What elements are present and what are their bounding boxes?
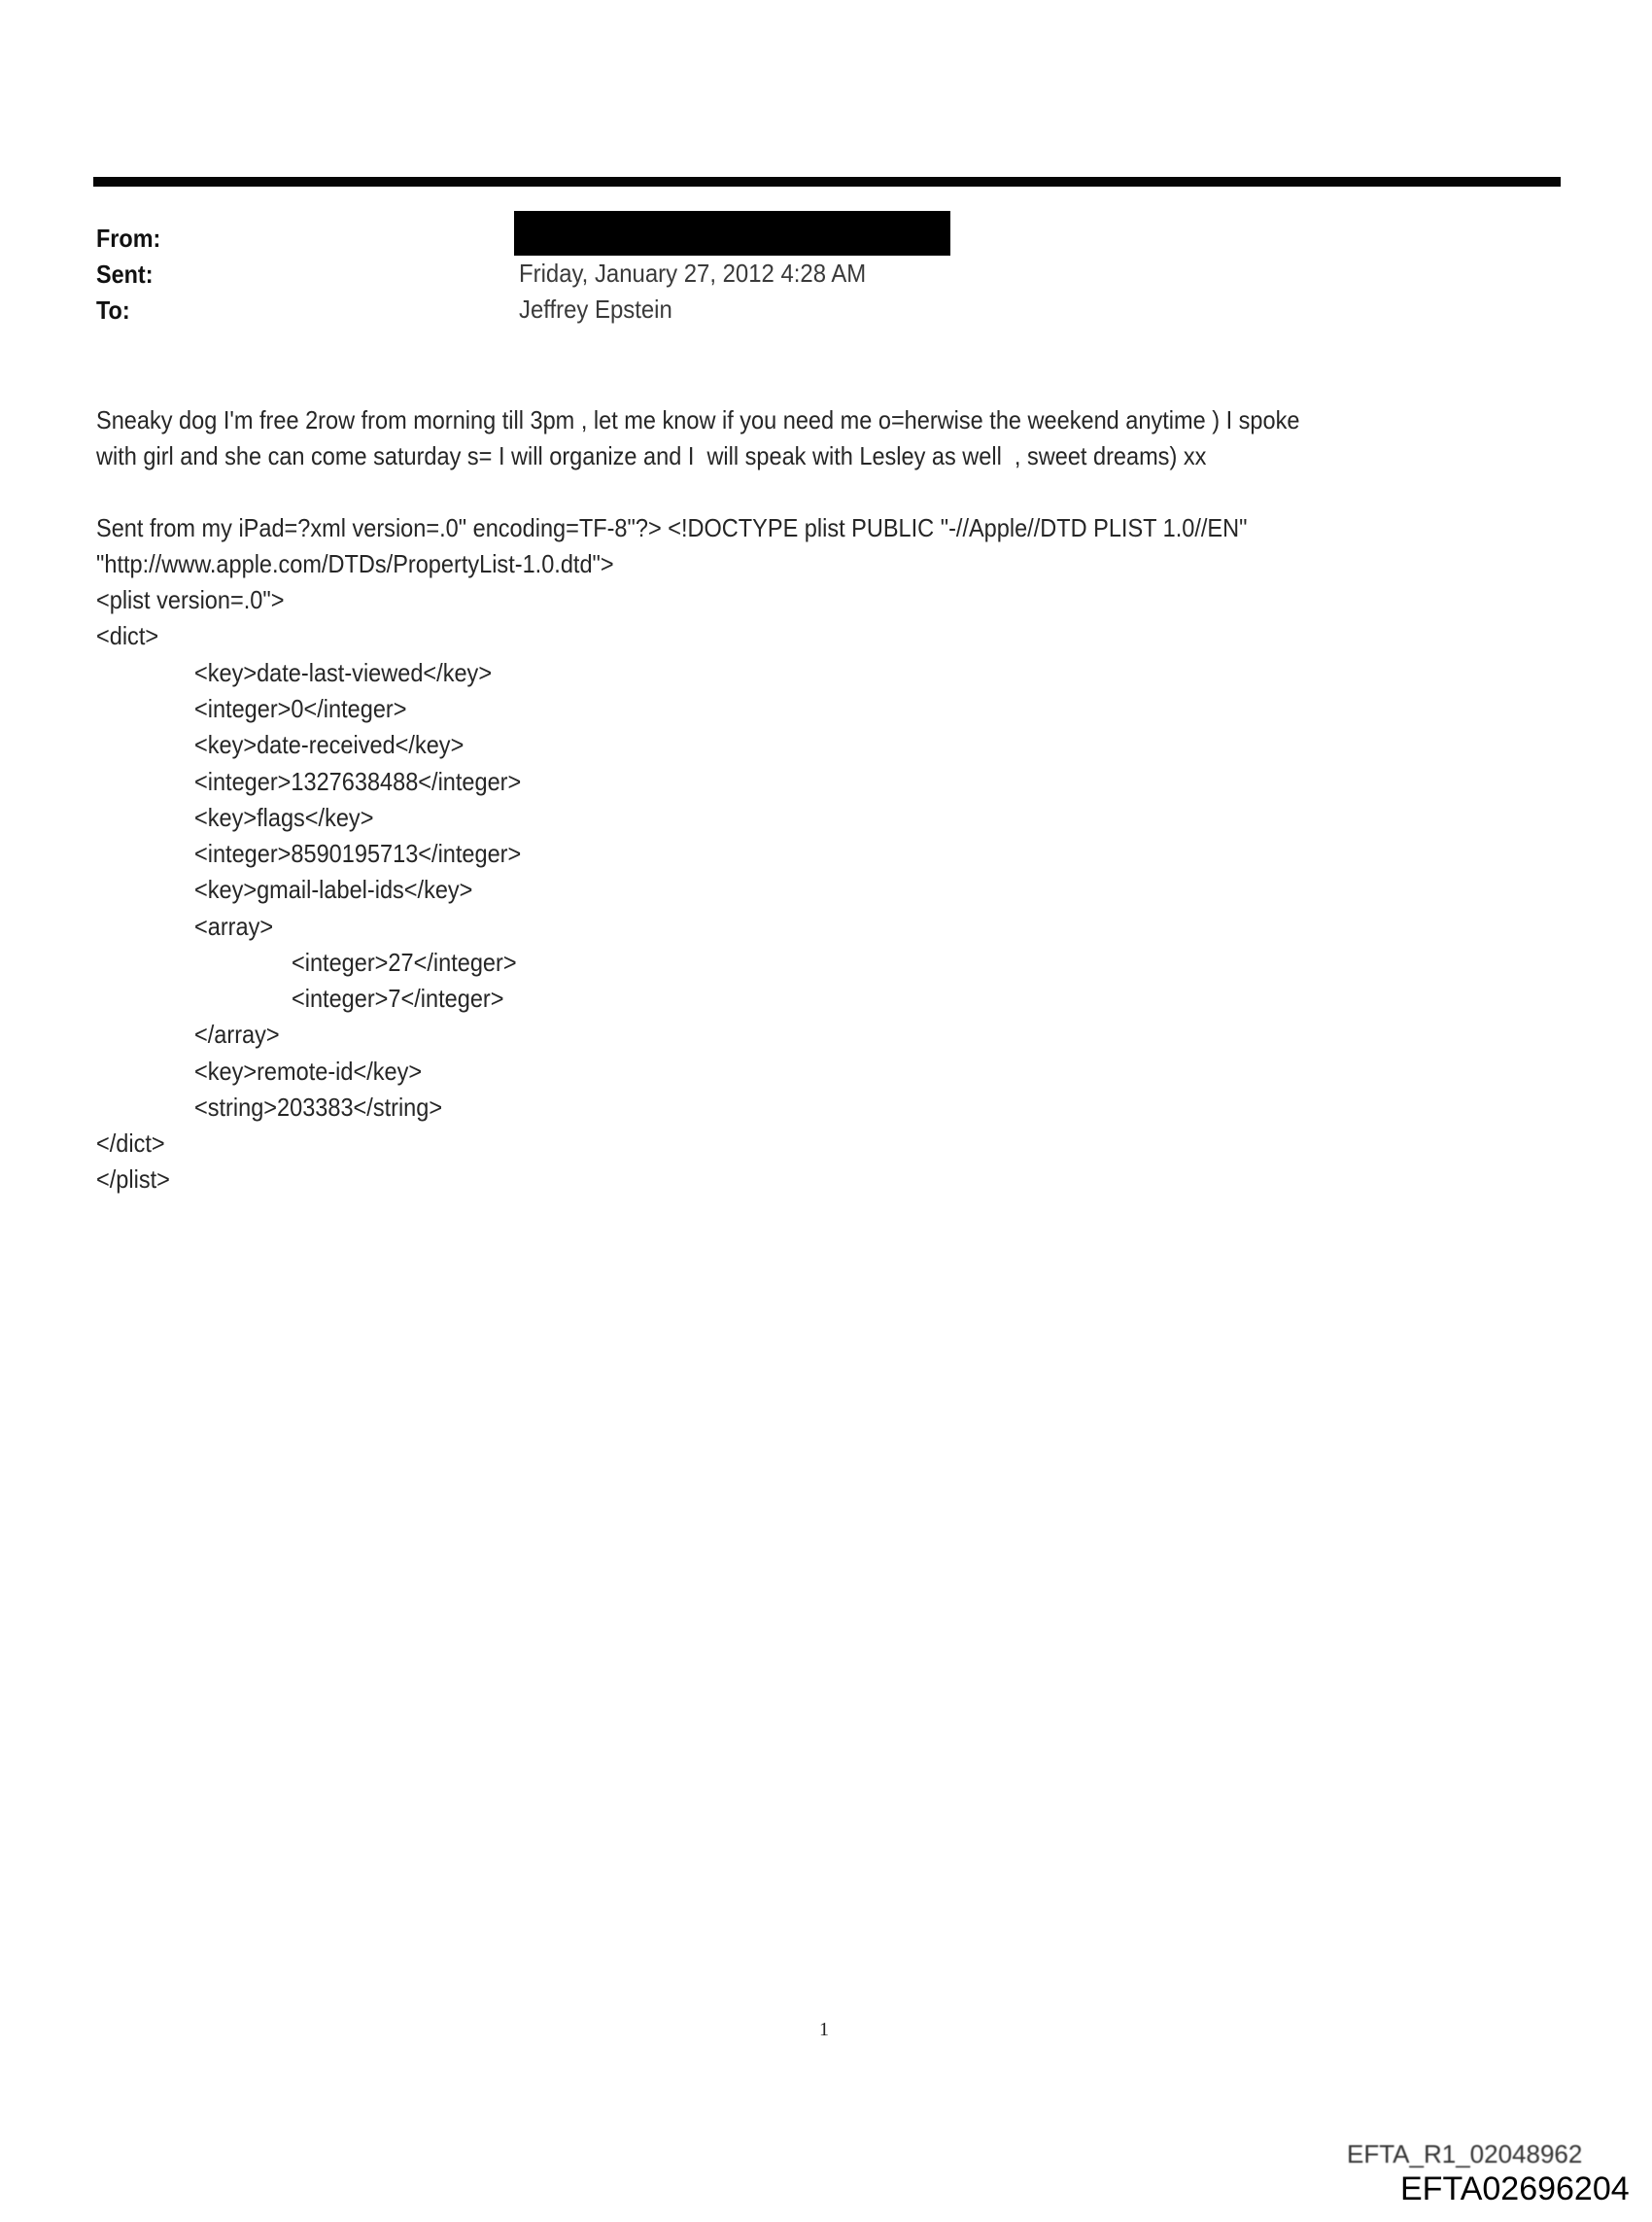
plist-line: <dict> xyxy=(96,621,159,650)
body-line: Sneaky dog I'm free 2row from morning till 3pm , let me know if you need me o=herwise the weekend anytime ) I spoke xyxy=(96,405,1300,434)
signature-line: "http://www.apple.com/DTDs/PropertyList-1.0.dtd"> xyxy=(96,549,614,578)
sent-value: Friday, January 27, 2012 4:28 AM xyxy=(519,259,867,288)
bates-id: EFTA02696204 xyxy=(1400,2170,1630,2207)
plist-line: <integer>0</integer> xyxy=(194,694,407,723)
plist-line: <string>203383</string> xyxy=(194,1093,443,1122)
from-value-redaction xyxy=(514,211,950,256)
bates-id-r1: EFTA_R1_02048962 xyxy=(1347,2139,1583,2169)
sent-label: Sent: xyxy=(96,260,154,289)
from-label: From: xyxy=(96,224,161,253)
body-line: with girl and she can come saturday s= I will organize and I will speak with Lesley as well , sweet dreams) xx xyxy=(96,441,1207,470)
signature-line: Sent from my iPad=?xml version=.0" encoding=TF-8"?> <!DOCTYPE plist PUBLIC "-//Apple//DTD PLIST 1.0//EN" xyxy=(96,513,1248,542)
plist-line: <integer>8590195713</integer> xyxy=(194,839,522,868)
to-label: To: xyxy=(96,295,130,325)
page-number: 1 xyxy=(819,2019,829,2040)
plist-line: <array> xyxy=(194,912,274,941)
plist-line: <integer>7</integer> xyxy=(292,984,504,1013)
plist-line: <key>gmail-label-ids</key> xyxy=(194,875,473,904)
plist-line: <key>flags</key> xyxy=(194,803,374,832)
plist-line: <integer>1327638488</integer> xyxy=(194,767,522,796)
plist-line: <key>date-received</key> xyxy=(194,730,465,759)
plist-line: <integer>27</integer> xyxy=(292,948,517,977)
plist-line: </array> xyxy=(194,1020,280,1049)
plist-line: <key>remote-id</key> xyxy=(194,1057,423,1086)
header-rule xyxy=(93,177,1561,187)
plist-line: </dict> xyxy=(96,1128,165,1158)
plist-line: </plist> xyxy=(96,1164,170,1194)
to-value: Jeffrey Epstein xyxy=(519,295,672,324)
plist-line: <plist version=.0"> xyxy=(96,585,285,614)
plist-line: <key>date-last-viewed</key> xyxy=(194,658,493,687)
